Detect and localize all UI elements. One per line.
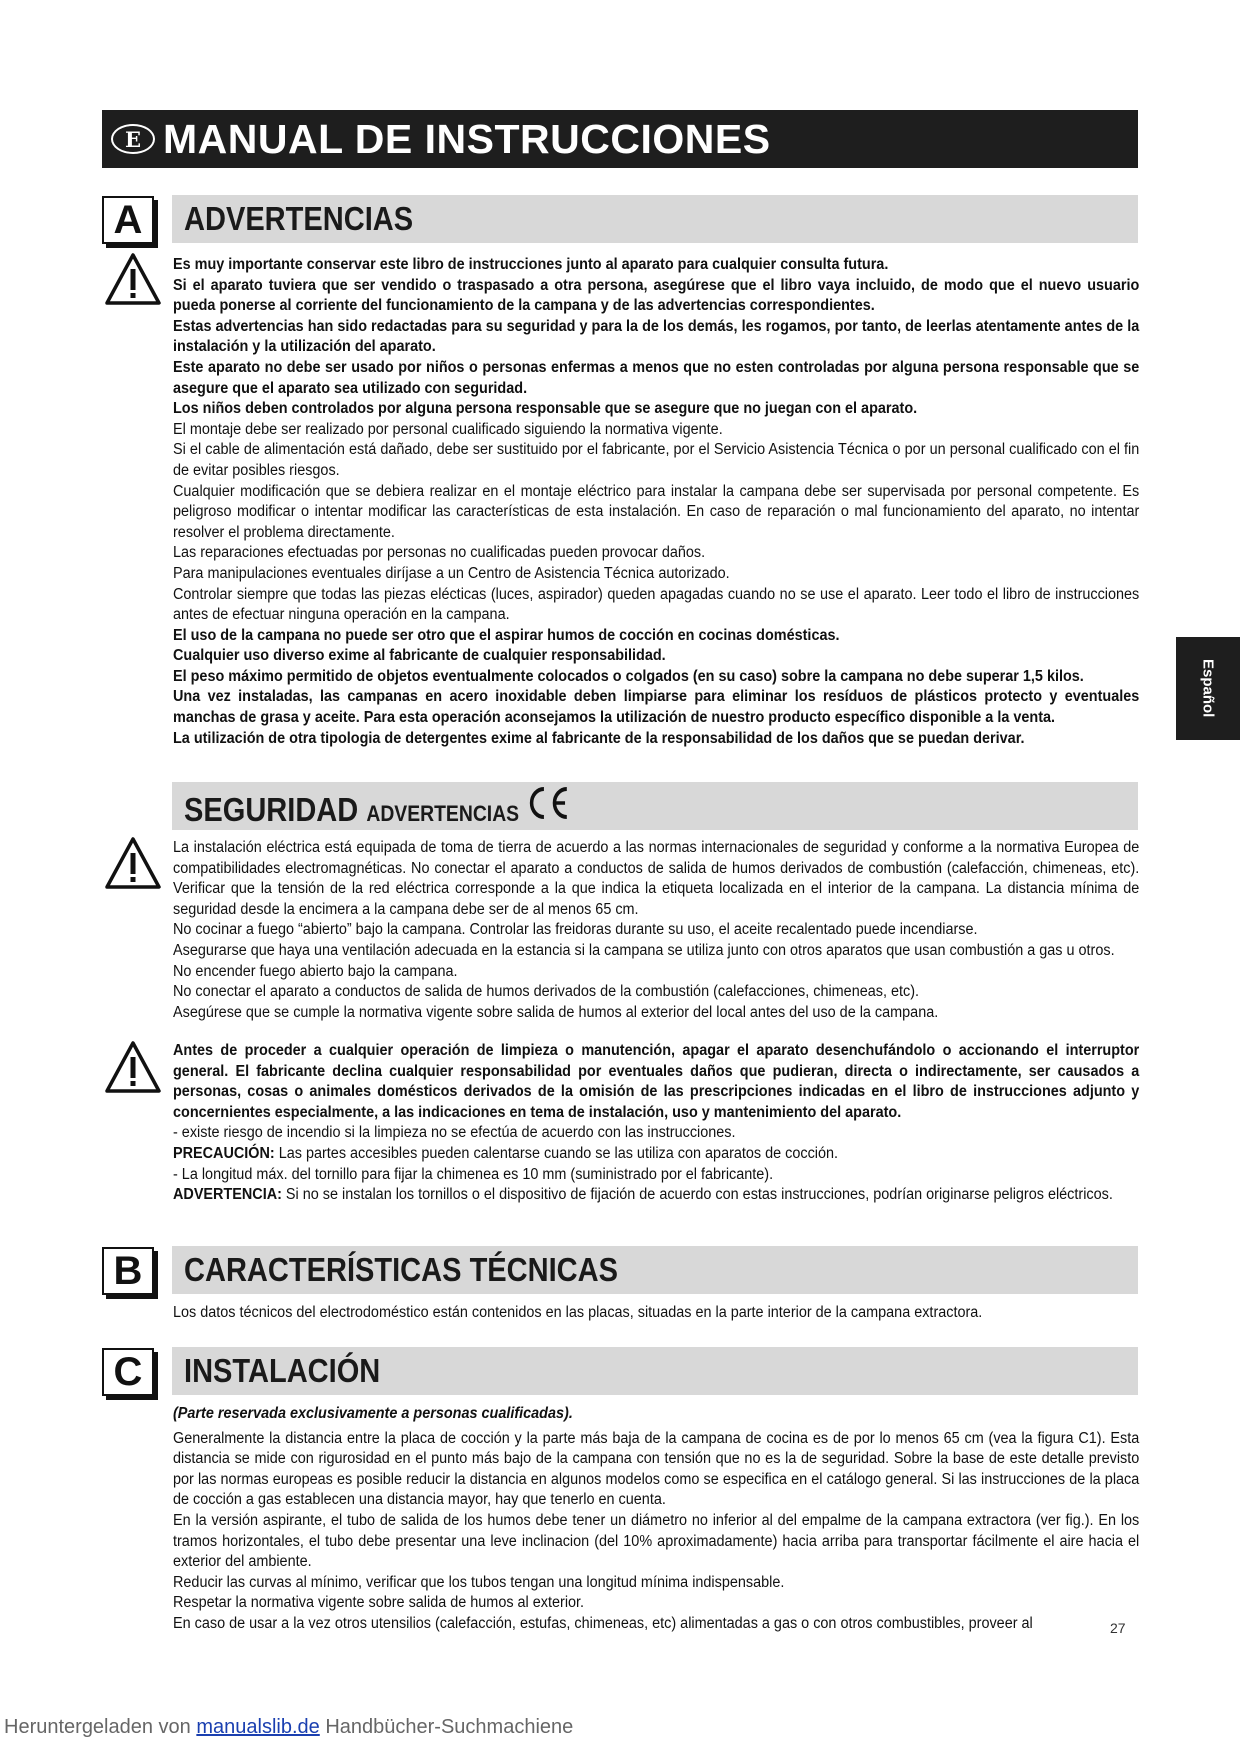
- section-b-title: CARACTERÍSTICAS TÉCNICAS: [184, 1251, 619, 1288]
- precaution-label: PRECAUCIÓN:: [173, 1144, 275, 1162]
- safety-title-small: ADVERTENCIAS: [366, 801, 520, 826]
- section-b-text: Los datos técnicos del electrodoméstico están contenidos en las placas, situadas en la parte interior de la campana extractora.: [173, 1304, 983, 1321]
- section-a-paragraph: El uso de la campana no puede ser otro que el aspirar humos de cocción en cocinas domésticas.: [173, 626, 840, 644]
- language-tab: [1176, 637, 1240, 740]
- footer-prefix: Heruntergeladen von: [4, 1716, 197, 1738]
- language-tab-label: Español: [1199, 659, 1217, 718]
- safety-header: [172, 782, 1138, 830]
- section-a-paragraph: El montaje debe ser realizado por personal cualificado siguiendo la normativa vigente.: [173, 420, 723, 438]
- manualslib-link[interactable]: manualslib.de: [196, 1716, 320, 1738]
- section-a-paragraph: Para manipulaciones eventuales diríjase a un Centro de Asistencia Técnica autorizado.: [173, 564, 730, 582]
- maintenance-body: [173, 1041, 1139, 1206]
- ce-mark-icon: [524, 783, 570, 823]
- section-b-letter: B: [102, 1247, 154, 1295]
- safety-paragraph: Asegúrese que se cumple la normativa vigente sobre salida de humos al exterior del local antes del uso de la campana.: [173, 1003, 939, 1021]
- safety-title-main: SEGURIDAD: [184, 791, 359, 828]
- section-a-paragraph: La utilización de otra tipologia de detergentes exime al fabricante de la responsabilidad de los daños que se puedan derivar.: [173, 729, 1025, 747]
- screw-note: - La longitud máx. del tornillo para fijar la chimenea es 10 mm (suministrado por el fabricante).: [173, 1165, 774, 1183]
- section-c-paragraph: En la versión aspirante, el tubo de salida de los humos debe tener un diámetro no inferior al del empalme de la campana extractora (ver fig.). En los tramos horizontales, el tubo debe presentar una leve inclinacion (del 10% aproximadamente) hacia arriba para transportar fácilmente el aire hacia el exterior del ambiente.: [173, 1511, 1140, 1571]
- section-a-paragraph: Es muy importante conservar este libro de instrucciones junto al aparato para cualquier consulta futura.: [173, 256, 889, 273]
- section-a-paragraph: Cualquier modificación que se debiera realizar en el montaje eléctrico para instalar la campana debe ser supervisada por personal competente. Es peligroso modificar o intentar modificar las características de esta instalación. En caso de reparación o mal funcionamiento del aparato, no intentar resolver el problema directamente.: [173, 482, 1140, 541]
- section-a-paragraph: Las reparaciones efectuadas por personas no cualificadas pueden provocar daños.: [173, 544, 706, 562]
- section-a-paragraph: Si el aparato tuviera que ser vendido o traspasado a otra persona, asegúrese que el libro vaya incluido, de modo que el nuevo usuario pueda ponerse al corriente del funcionamiento de la campana y de las advertencias correspondientes.: [173, 276, 1140, 315]
- precaution-text: Las partes accesibles pueden calentarse cuando se las utiliza con aparatos de cocción.: [274, 1144, 839, 1162]
- section-b-header: [172, 1246, 1138, 1294]
- section-a-title: ADVERTENCIAS: [184, 200, 414, 237]
- section-a-paragraph: Controlar siempre que todas las piezas elécticas (luces, aspirador) queden apagadas cuando no se use el aparato. Leer todo el libro de instrucciones antes de efectuar ninguna operación en la campana.: [173, 585, 1140, 624]
- section-a-paragraph: Este aparato no debe ser usado por niños o personas enfermas a menos que no esten controladas por alguna persona responsable que se asegure que el aparato sea utilizado con seguridad.: [173, 358, 1140, 397]
- safety-paragraph: La instalación eléctrica está equipada de toma de tierra de acuerdo a las normas internacionales de seguridad y conforme a la normativa Europea de compatibilidades electromagnéticas. No conectar el aparato a conductos de salida de humos derivados de combustión (calefacción, chimeneas, etc). Verificar que la tensión de la red eléctrica corresponde a la que indica la etiqueta localizada en el interior de la campana. La distancia mínima de seguridad desde la encimera a la campana debe ser de al menos 65 cm.: [173, 839, 1140, 918]
- section-a-header: [172, 195, 1138, 243]
- section-a-paragraph: Si el cable de alimentación está dañado, debe ser sustituido por el fabricante, por el Servicio Asistencia Técnica o por un personal cualificado con el fin de evitar posibles riesgos.: [173, 441, 1140, 479]
- section-c-paragraphs: [173, 1429, 1139, 1635]
- section-c-title: INSTALACIÓN: [184, 1352, 381, 1389]
- section-a-paragraph: Los niños deben controlados por alguna persona responsable que se asegure que no juegan con el aparato.: [173, 400, 918, 418]
- section-a-paragraph: Una vez instaladas, las campanas en acero inoxidable deben limpiarse para eliminar los resíduos de plásticos protecto y eventuales manchas de grasa y aceite. Para esta operación aconsejamos la utilización de nuestro producto específico disponible a la venta.: [173, 688, 1140, 727]
- page-title: MANUAL DE INSTRUCCIONES: [163, 115, 771, 162]
- section-b-body: [173, 1303, 1139, 1324]
- warning-triangle-icon: [104, 252, 162, 306]
- download-footer: [4, 1716, 573, 1739]
- warning-triangle-icon: [104, 1040, 162, 1094]
- warning-text: Si no se instalan los tornillos o el dispositivo de fijación de acuerdo con estas instrucciones, podrían originarse peligros eléctricos.: [281, 1186, 1113, 1204]
- title-banner: [102, 110, 1138, 168]
- section-c-letter: C: [102, 1348, 154, 1396]
- electrical-warning: [173, 1185, 1139, 1206]
- safety-paragraphs: [173, 838, 1139, 1023]
- maintenance-warning: Antes de proceder a cualquier operación de limpieza o manutención, apagar el aparato desenchufándolo o accionando el interruptor general. El fabricante declina cualquier responsabilidad por eventuales daños que pudieran, directa o indirectamente, ser causados a personas, cosas o animales domésticos derivados de la omisión de las prescripciones indicadas en el libro de instrucciones adjunto y concernientes especialmente, a las indicaciones en tema de instalación, uso y mantenimiento del aparato.: [173, 1042, 1140, 1121]
- footer-suffix: Handbücher-Suchmachiene: [319, 1716, 574, 1738]
- precaution-note: [173, 1144, 1139, 1165]
- qualified-note: (Parte reservada exclusivamente a personas cualificadas).: [173, 1405, 573, 1422]
- section-c-paragraph: En caso de usar a la vez otros utensilios (calefacción, estufas, chimeneas, etc) alimentadas a gas o con otros combustibles, proveer al: [173, 1614, 1033, 1632]
- safety-paragraph: No encender fuego abierto bajo la campana.: [173, 962, 458, 980]
- warning-label: ADVERTENCIA:: [173, 1186, 282, 1204]
- section-a-body: [173, 255, 1139, 749]
- section-c-body: [173, 1404, 1139, 1635]
- section-c-paragraph: Respetar la normativa vigente sobre salida de humos al exterior.: [173, 1594, 585, 1612]
- safety-paragraph: No conectar el aparato a conductos de salida de humos derivados de la combustión (calefacciones, chimeneas, etc).: [173, 983, 920, 1001]
- safety-title: [184, 783, 570, 829]
- safety-paragraph: No cocinar a fuego “abierto” bajo la campana. Controlar las freidoras durante su uso, el aceite recalentado puede incendiarse.: [173, 921, 978, 939]
- language-badge: E: [111, 124, 155, 154]
- section-a-letter: A: [102, 196, 154, 244]
- section-a-paragraph: Estas advertencias han sido redactadas para su seguridad y para la de los demás, les rogamos, por tanto, de leerlas atentamente antes de la instalación y la utilización del aparato.: [173, 317, 1140, 356]
- section-a-paragraphs: [173, 255, 1139, 749]
- section-a-paragraph: Cualquier uso diverso exime al fabricante de cualquier responsabilidad.: [173, 647, 666, 665]
- section-c-header: [172, 1347, 1138, 1395]
- safety-body: [173, 838, 1139, 1023]
- section-c-paragraph: Reducir las curvas al mínimo, verificar que los tubos tengan una longitud mínima indispensable.: [173, 1573, 785, 1591]
- warning-triangle-icon: [104, 836, 162, 890]
- page-number: 27: [1110, 1620, 1126, 1636]
- section-a-paragraph: El peso máximo permitido de objetos eventualmente colocados o colgados (en su caso) sobre la campana no debe superar 1,5 kilos.: [173, 667, 1084, 685]
- section-c-paragraph: Generalmente la distancia entre la placa de cocción y la parte más baja de la campana de cocina es de por lo menos 65 cm (vea la figura C1). Esta distancia se mide con rigurosidad en el punto más bajo de la campana con tensión que no es la de seguridad. Sobre la base de este detalle previsto por las normas europeas es posible reducir la distancia en algunos modelos como se especifica en el catálogo general. Si las instrucciones de la placa de cocción a gas establecen una distancia mayor, hay que tenerlo en cuenta.: [173, 1429, 1140, 1509]
- safety-paragraph: Asegurarse que haya una ventilación adecuada en la estancia si la campana se utiliza junto con otros aparatos que usan combustión a gas u otros.: [173, 941, 1115, 959]
- fire-risk-note: - existe riesgo de incendio si la limpieza no se efectúa de acuerdo con las instrucciones.: [173, 1124, 736, 1142]
